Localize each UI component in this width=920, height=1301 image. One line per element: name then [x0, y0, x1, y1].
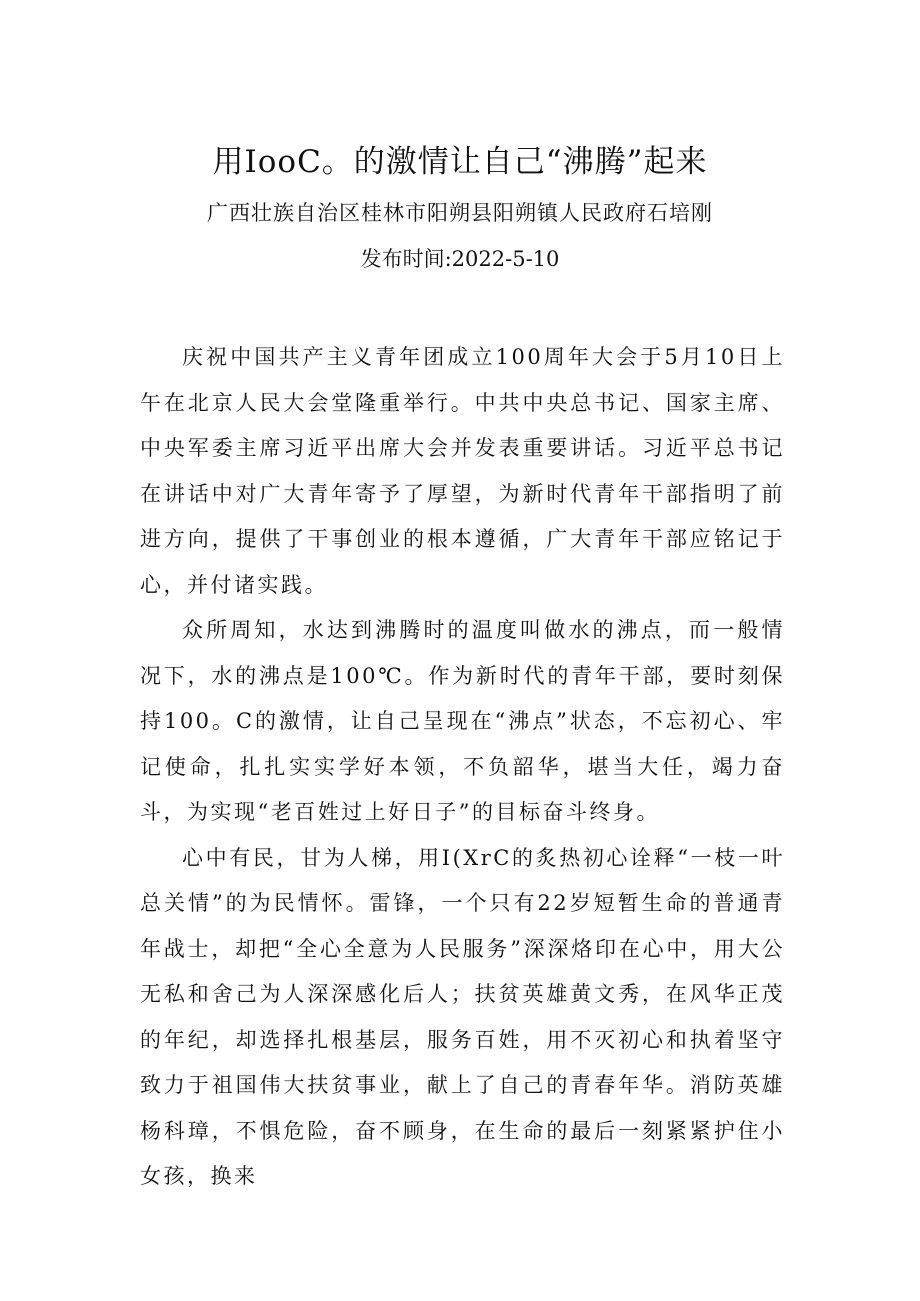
author-line: 广西壮族自治区桂林市阳朔县阳朔镇人民政府石培刚 [207, 201, 713, 225]
document-title: 用IooC。的激情让自己“沸腾”起来 [212, 144, 708, 180]
paragraph: 众所周知，水达到沸腾时的温度叫做水的沸点，而一般情况下，水的沸点是100℃。作为新时代的青年干部，要时刻保持100。C的激情，让自己呈现在“沸点”状态，不忘初心、牢记使命，扎扎实实学好本领，不负韶华，堪当大任，竭力奋斗，为实现“老百姓过上好日子”的目标奋斗终身。 [140, 618, 785, 824]
paragraph: 心中有民，甘为人梯，用I(XrC的炙热初心诠释“一枝一叶总关情”的为民情怀。雷锋，一个只有22岁短暂生命的普通青年战士，却把“全心全意为人民服务”深深烙印在心中，用大公无私和舍己为人深深感化后人；扶贫英雄黄文秀，在风华正茂的年纪，却选择扎根基层，服务百姓，用不灭初心和执着坚守致力于祖国伟大扶贫事业，献上了自己的青春年华。消防英雄杨科璋，不惧危险，奋不顾身，在生命的最后一刻紧紧护住小女孩，换来 [140, 845, 785, 1188]
article-body [140, 335, 785, 1200]
paragraph: 庆祝中国共产主义青年团成立100周年大会于5月10日上午在北京人民大会堂隆重举行。中共中央总书记、国家主席、中央军委主席习近平出席大会并发表重要讲话。习近平总书记在讲话中对广大青年寄予了厚望，为新时代青年干部指明了前进方向，提供了干事创业的根本遵循，广大青年干部应铭记于心，并付诸实践。 [140, 345, 785, 597]
publish-date: 发布时间:2022-5-10 [360, 247, 560, 271]
